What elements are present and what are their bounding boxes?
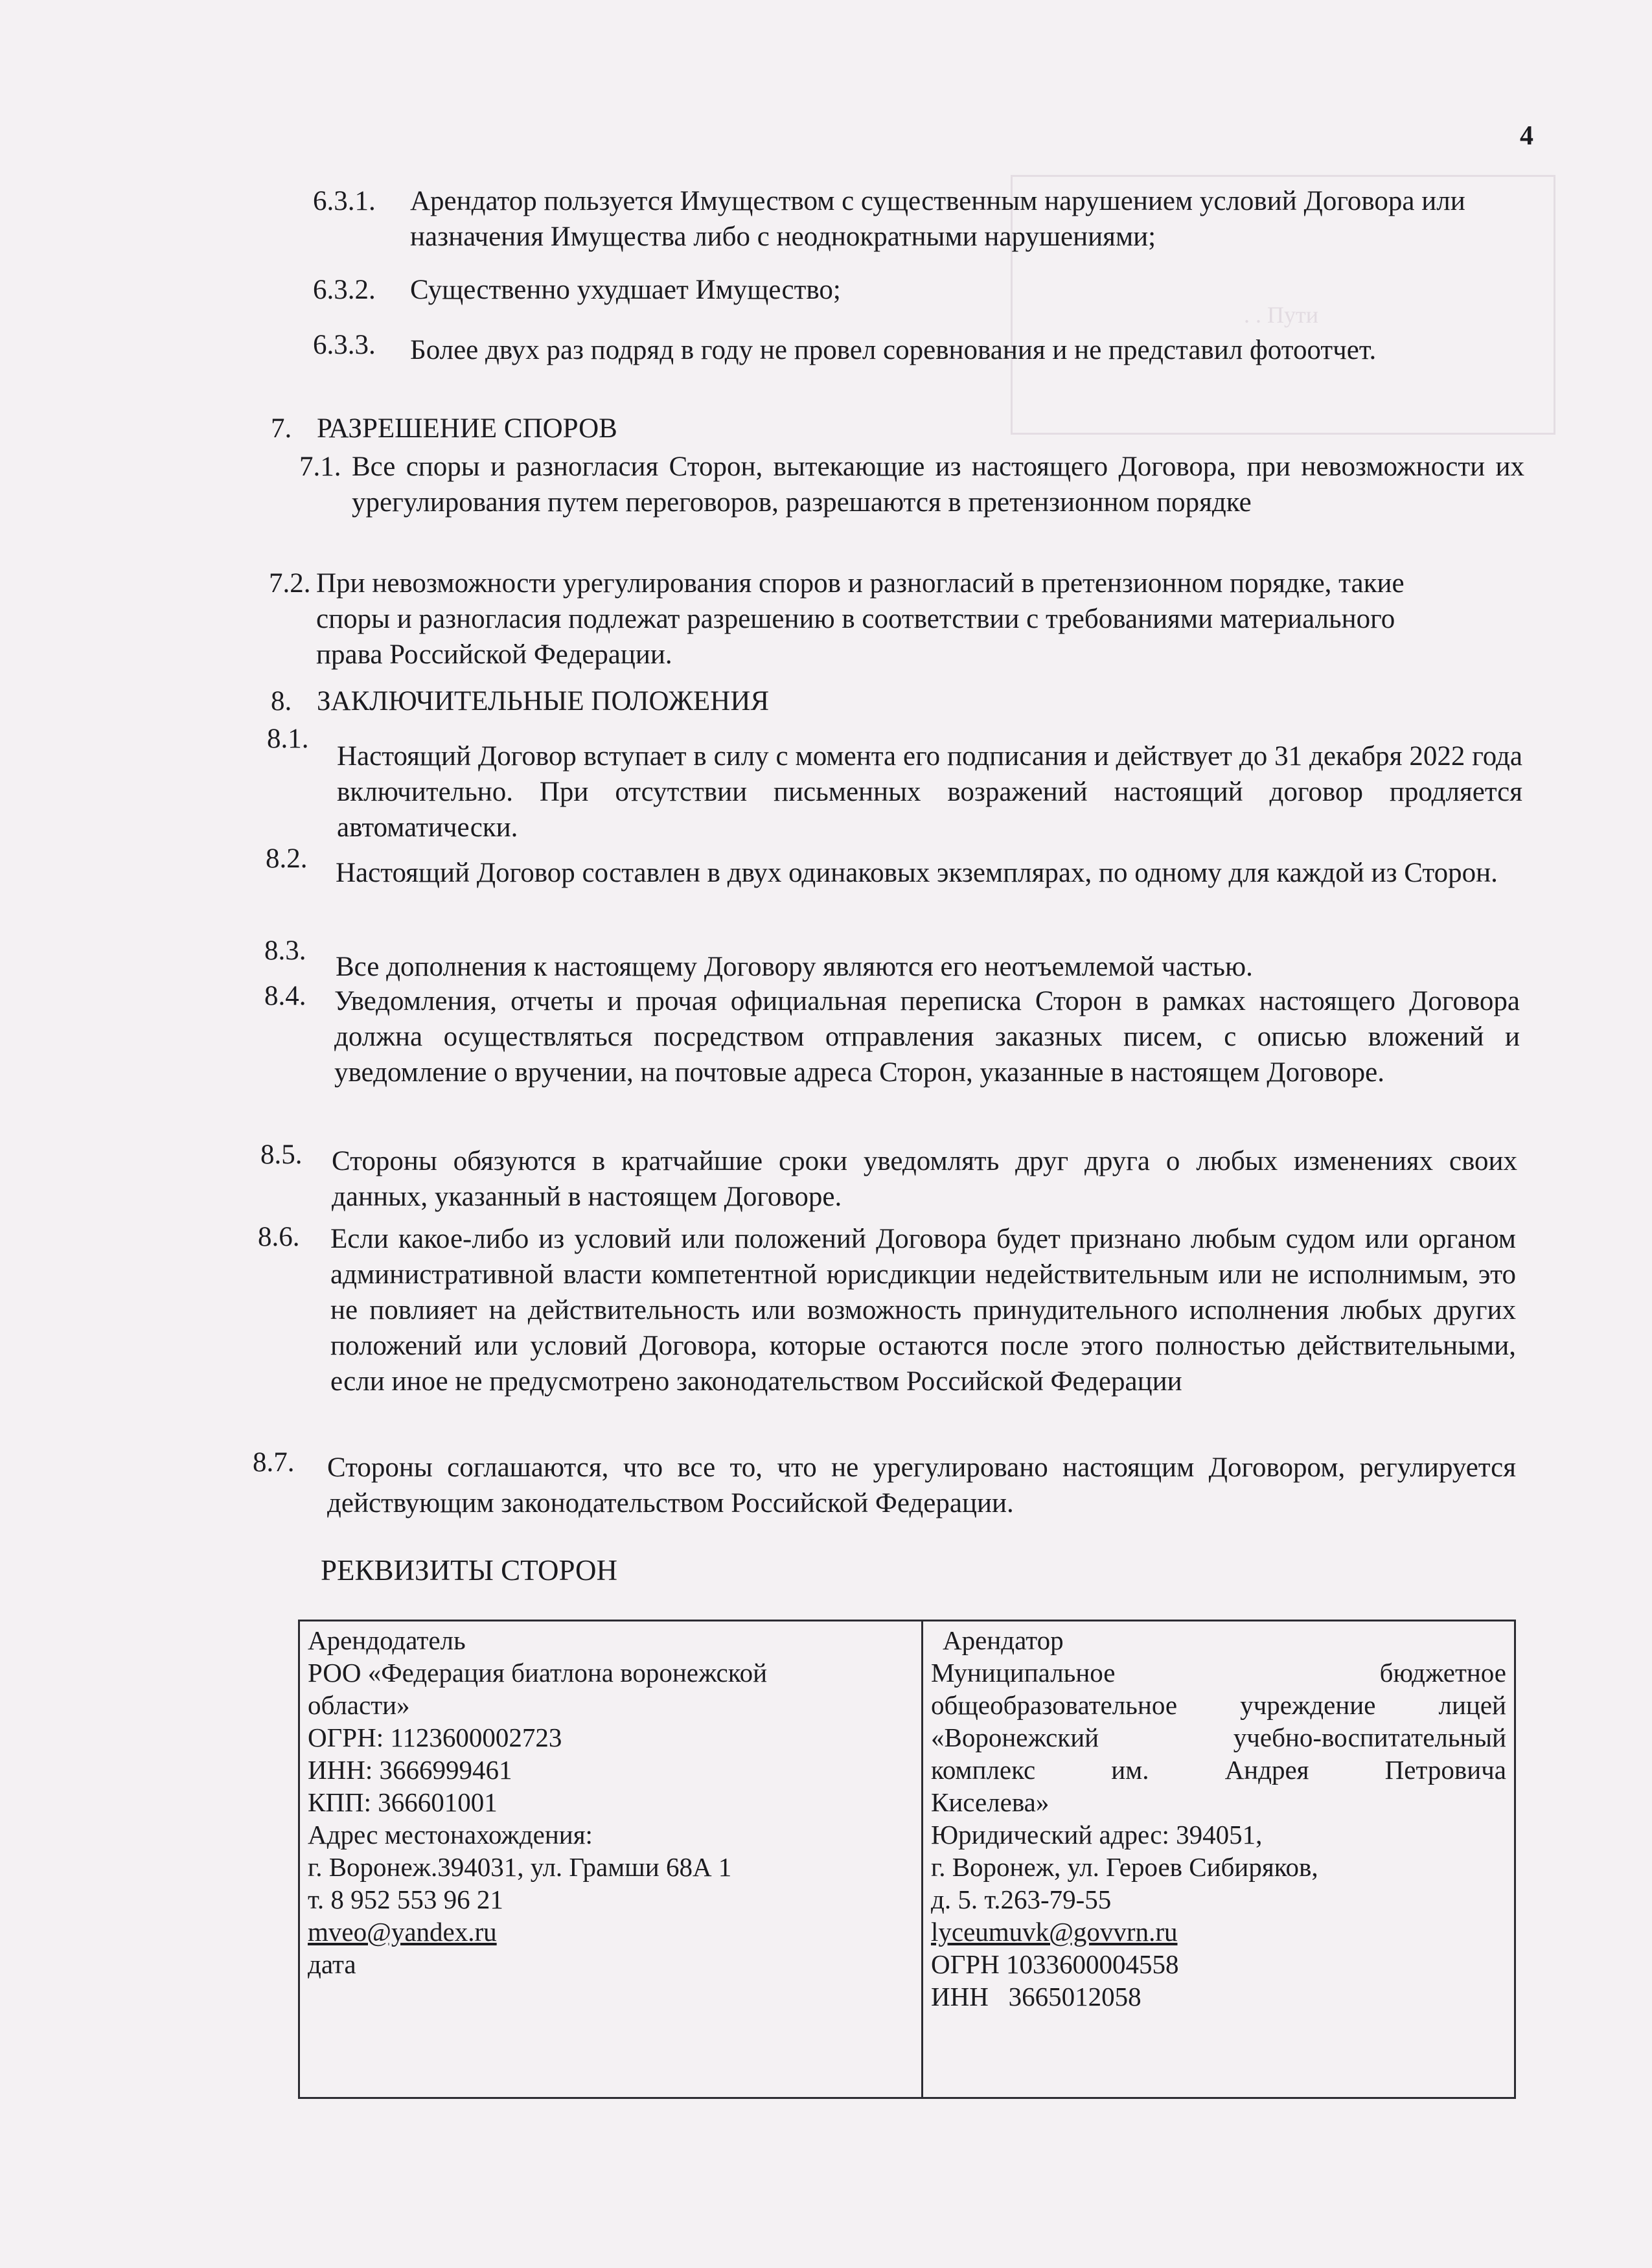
clause-number: 8.2. xyxy=(266,843,308,874)
section-8-heading xyxy=(271,683,769,719)
clause-number: 6.3.2. xyxy=(313,275,376,305)
landlord-org-line1: РОО «Федерация биатлона воронежской xyxy=(308,1658,768,1688)
clause-number: 6.3.3. xyxy=(313,330,376,360)
tenant-role: Арендатор xyxy=(943,1625,1064,1655)
bleed-through-text: . . Пути xyxy=(1244,302,1318,328)
clause-text: Если какое-либо из условий или положений Договора будет признано любым судом или органом административной власти компетентной юрисдикции недействительным или не исполнимым, это не повлияет на действительность или возможность принудительного исполнения любых других положений или условий Договора, которые остаются после этого полностью действительными, если иное не предусмотрено законодательством Российской Федерации xyxy=(330,1224,1516,1397)
landlord-role: Арендодатель xyxy=(308,1625,466,1655)
clause-number: 8.5. xyxy=(260,1140,303,1170)
page-number: 4 xyxy=(1520,121,1533,151)
tenant-org-line: общеобразовательное учреждение лицей xyxy=(931,1690,1506,1720)
clause-number: 6.3.1. xyxy=(313,186,376,216)
tenant-address-line1: Юридический адрес: 394051, xyxy=(931,1820,1263,1850)
landlord-address: г. Воронеж.394031, ул. Грамши 68А 1 xyxy=(308,1852,732,1882)
clause-number: 7.2. xyxy=(269,568,311,599)
tenant-org-line: «Воронежский учебно-воспитательный xyxy=(931,1723,1506,1752)
tenant-ogrn: ОГРН 1033600004558 xyxy=(931,1949,1179,1979)
clause-number: 8.1. xyxy=(267,724,309,754)
section-title: РАЗРЕШЕНИЕ СПОРОВ xyxy=(317,413,617,444)
landlord-inn: ИНН: 3666999461 xyxy=(308,1755,512,1785)
clause-text: Все дополнения к настоящему Договору являются его неотъемлемой частью. xyxy=(336,952,1253,982)
section-number: 7. xyxy=(271,413,292,444)
landlord-cell xyxy=(299,1621,923,2098)
tenant-email-link[interactable]: lyceumuvk@govvrn.ru xyxy=(931,1917,1178,1947)
clause-number: 8.4. xyxy=(264,981,306,1011)
clause-text: Существенно ухудшает Имущество; xyxy=(410,275,841,305)
tenant-address-line2: г. Воронеж, ул. Героев Сибиряков, xyxy=(931,1852,1318,1882)
landlord-kpp: КПП: 366601001 xyxy=(308,1787,498,1817)
tenant-org-line: Муниципальное бюджетное xyxy=(931,1658,1506,1688)
landlord-address-label: Адрес местонахождения: xyxy=(308,1820,593,1850)
clause-text: Стороны соглашаются, что все то, что не урегулировано настоящим Договором, регулируется действующим законодательством Российской Федерации. xyxy=(327,1452,1516,1518)
section-7-heading xyxy=(271,411,617,446)
tenant-org-line: Киселева» xyxy=(931,1787,1050,1817)
clause-text: Настоящий Договор составлен в двух одинаковых экземплярах, по одному для каждой из Сторон. xyxy=(336,858,1498,888)
clause-text: Арендатор пользуется Имуществом с существенным нарушением условий Договора или назначения Имущества либо с неоднократными нарушениями; xyxy=(410,186,1465,252)
clause-text: При невозможности урегулирования споров и разногласий в претензионном порядке, такие споры и разногласия подлежат разрешению в соответствии с требованиями материального права Российской Федерации. xyxy=(316,568,1405,670)
clause-text: Настоящий Договор вступает в силу с момента его подписания и действует до 31 декабря 2022 года включительно. При отсутствии письменных возражений настоящий договор продляется автоматически. xyxy=(337,741,1522,843)
clause-text: Все споры и разногласия Сторон, вытекающие из настоящего Договора, при невозможности их урегулирования путем переговоров, разрешаются в претензионном порядке xyxy=(352,452,1524,518)
clause-number: 8.3. xyxy=(264,935,306,966)
section-number: 8. xyxy=(271,686,292,716)
landlord-ogrn: ОГРН: 1123600002723 xyxy=(308,1723,562,1752)
landlord-email-link[interactable]: mveo@yandex.ru xyxy=(308,1917,497,1947)
requisites-table xyxy=(298,1620,1516,2099)
clause-text: Более двух раз подряд в году не провел соревнования и не представил фотоотчет. xyxy=(410,335,1377,365)
clause-number: 8.7. xyxy=(253,1447,295,1478)
tenant-cell xyxy=(923,1621,1515,2098)
clause-text: Уведомления, отчеты и прочая официальная переписка Сторон в рамках настоящего Договора должна осуществляться посредством отправления заказных писем, с описью вложений и уведомление о вручении, на почтовые адреса Сторон, указанные в настоящем Договоре. xyxy=(334,986,1520,1088)
tenant-address-line3: д. 5. т.263-79-55 xyxy=(931,1884,1112,1914)
landlord-date-label: дата xyxy=(308,1949,356,1979)
clause-text: Стороны обязуются в кратчайшие сроки уведомлять друг друга о любых изменениях своих данных, указанный в настоящем Договоре. xyxy=(332,1146,1517,1212)
section-title: ЗАКЛЮЧИТЕЛЬНЫЕ ПОЛОЖЕНИЯ xyxy=(317,686,770,716)
tenant-inn: ИНН 3665012058 xyxy=(931,1982,1141,2011)
requisites-title: РЕКВИЗИТЫ СТОРОН xyxy=(321,1554,618,1586)
clause-number: 8.6. xyxy=(258,1222,300,1252)
landlord-phone: т. 8 952 553 96 21 xyxy=(308,1884,503,1914)
landlord-org-line2: области» xyxy=(308,1690,410,1720)
clause-number: 7.1. xyxy=(299,452,341,482)
tenant-org-line: комплекс им. Андрея Петровича xyxy=(931,1755,1506,1785)
